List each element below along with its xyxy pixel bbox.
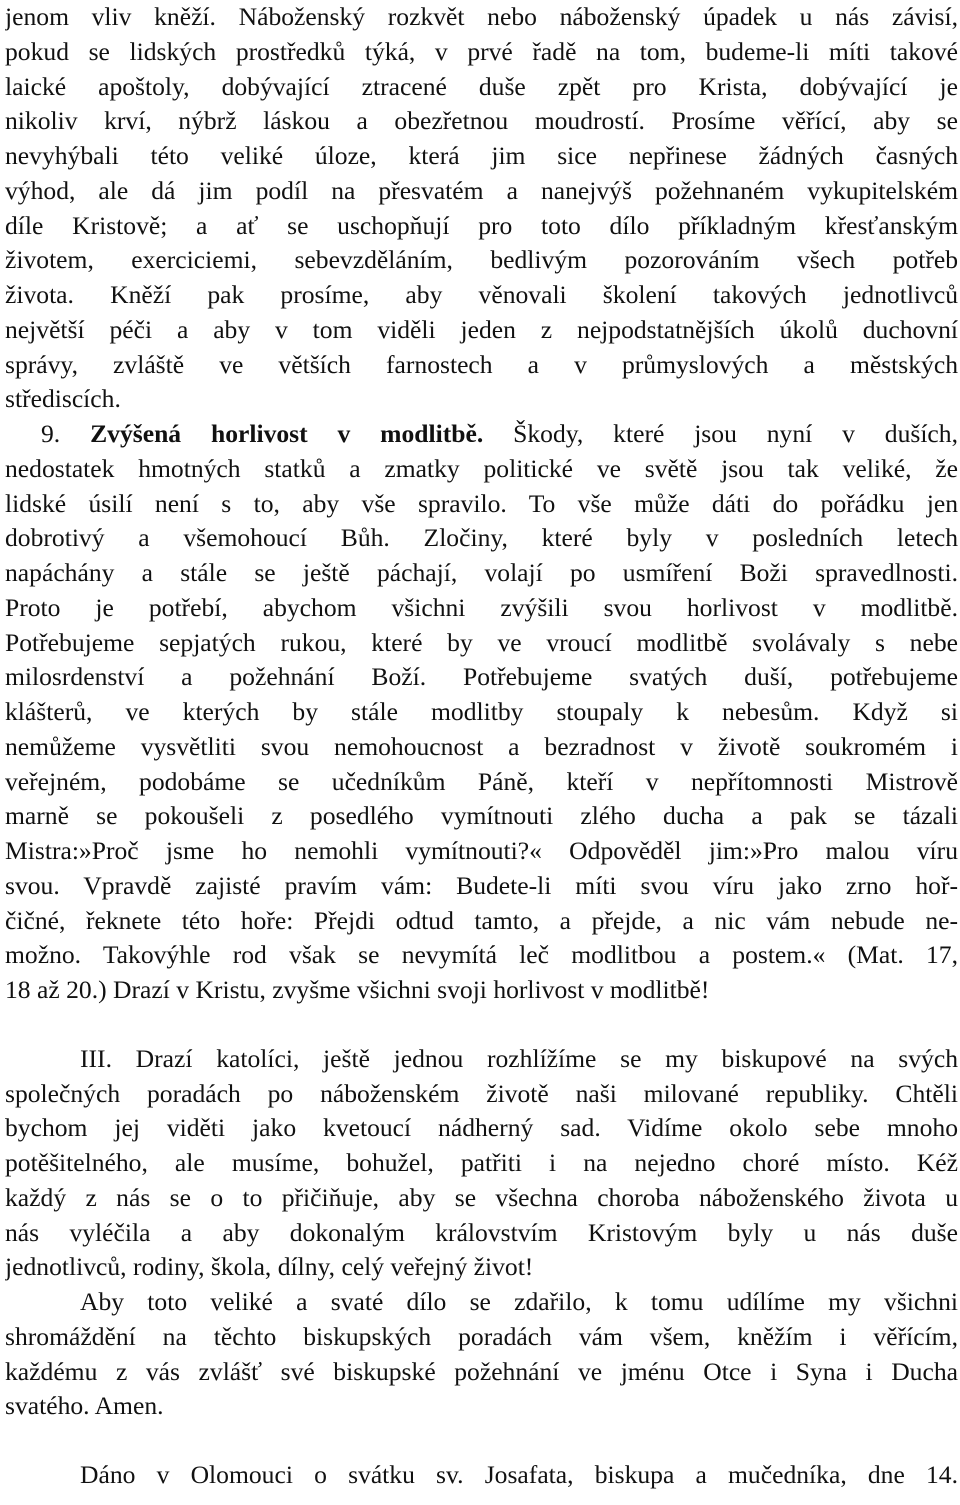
text-line: společných poradách po náboženském životě naši milované republiky. Chtěli [5,1078,958,1108]
text-line: výhod, ale dá jim podíl na přesvatém a nanejvýš požehnaném vykupitelském [5,175,958,205]
text-line: nedostatek hmotných statků a zmatky politické ve světě jsou tak veliké, že [5,453,958,483]
text-line: největší péči a aby v tom viděli jeden z nejpodstatnějších úkolů duchovní [5,314,958,344]
section-3 [5,1042,958,1285]
text-line: dobrotivý a všemohoucí Bůh. Zločiny, které byly v posledních letech [5,523,958,553]
text-line: nemůžeme vysvětliti svou nemohoucnost a bezradnost v životě soukromém i [5,731,958,761]
text-line: každému z vás zvlášť své biskupské požehnání ve jménu Otce i Syna i Ducha [5,1356,958,1386]
text-line: klášterů, ve kterých by stále modlitby stoupaly k nebesům. Když si [5,697,958,726]
text-line: možno. Takovýhle rod však se nevymítá leč modlitbou a postem.« (Mat. 17, [5,940,958,970]
text-line: Proto je potřebí, abychom všichni zvýšili svou horlivost v modlitbě. [5,592,958,622]
text-line: nás vyléčila a aby dokonalým královstvím Kristovým byly u nás duše [5,1217,958,1247]
text-fragment: Škody, které jsou nyní v duších, [513,419,958,448]
section-heading: Zvýšená horlivost v modlitbě. [90,419,484,448]
text-line: jenom vliv kněží. Náboženský rozkvět nebo náboženský úpadek u nás závisí, [5,2,958,31]
paragraph-blessing [5,1285,958,1424]
text-line: 18 až 20.) Drazí v Kristu, zvyšme všichni svoji horlivost v modlitbě! [5,975,710,1004]
text-line: Mistra:»Proč jsme ho nemohli vymítnouti?« Odpověděl jim:»Pro malou víru [5,836,958,865]
text-line: střediscích. [5,384,121,414]
text-line: III. Drazí katolíci, ještě jednou rozhlížíme se my biskupové na svých [80,1043,958,1073]
text-line: nikoliv krví, nýbrž láskou a obezřetnou moudrostí. Prosíme věřící, aby se [5,106,958,136]
section-9 [5,417,958,1008]
text-line: veřejném, podobáme se učedníkům Páně, kteří v nepřítomnosti Mistrově [5,766,958,796]
text-line: shromáždění na těchto biskupských poradách vám všem, kněžím i věřícím, [5,1321,958,1351]
paragraph-laity [5,0,958,417]
text-line: životem, exerciciemi, sebevzděláním, bedlivým pozorováním všech potřeb [5,245,958,275]
section-9-first-line [5,417,958,452]
text-line: Aby toto veliké a svaté dílo se zdařilo, k tomu udílíme my všichni [80,1287,958,1316]
text-line: života. Kněží pak prosíme, aby věnovali školení takových jednotlivců [5,280,958,309]
text-line: milosrdenství a požehnání Boží. Potřebujeme svatých duší, potřebujeme [5,662,958,692]
text-line: pokud se lidských prostředků týká, v prvé řadě na tom, budeme-li míti takové [5,36,958,66]
paragraph-gap [5,1008,958,1042]
text-line: jednotlivců, rodiny, škola, dílny, celý veřejný život! [5,1252,534,1282]
text-line: svou. Vpravdě zajisté pravím vám: Budete-li míti svou víru jako zrno hoř- [5,870,958,900]
text-line: svatého. Amen. [5,1391,164,1421]
text-line: marně se pokoušeli z posedlého vymítnouti zlého ducha a pak se tázali [5,801,958,831]
text-line: bychom jej viděti jako kvetoucí nádherný sad. Vidíme okolo sebe mnoho [5,1113,958,1143]
text-line: napáchány a stále se ještě páchají, volají po usmíření Boži spravedlnosti. [5,558,958,587]
section-number: 9. [41,419,61,448]
text-line: laické apoštoly, dobývající ztracené duše zpět pro Krista, dobývající je [5,71,958,101]
text-line: čičné, řeknete této hoře: Přejdi odtud tamto, a přejde, a nic vám nebude ne- [5,905,958,935]
text-line: správy, zvláště ve větších farnostech a v průmyslových a městských [5,349,958,379]
text-line: nevyhýbali této veliké úloze, která jim sice nepřinese žádných časných [5,141,958,170]
text-line: každý z nás se o to přičiňuje, aby se všechna choroba náboženského života u [5,1182,958,1212]
text-line: lidské úsilí není s to, aby vše spravilo. To vše může dáti do pořádku jen [5,488,958,518]
document-page [5,0,958,1493]
text-line: potěšitelného, ale musíme, bohužel, patřiti i na nejedno choré místo. Kéž [5,1148,958,1177]
text-line: díle Kristově; a ať se uschopňují pro toto dílo příkladným křesťanským [5,210,958,240]
paragraph-gap [5,1424,958,1458]
closing-line: Dáno v Olomouci o svátku sv. Josafata, biskupa a mučedníka, dne 14. [80,1460,958,1489]
text-line: Potřebujeme sepjatých rukou, které by ve vroucí modlitbě svolávaly s nebe [5,627,958,657]
